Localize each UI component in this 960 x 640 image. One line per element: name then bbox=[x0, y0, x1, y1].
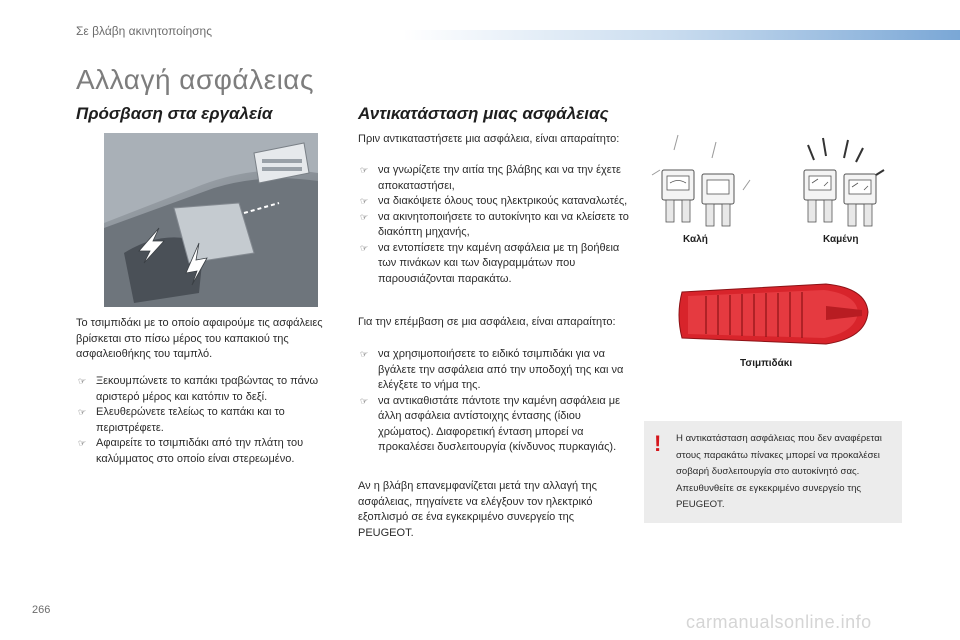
list-item: ☞ να ακινητοποιήσετε το αυτοκίνητο και να κλείσετε το διακόπτη μηχανής, bbox=[360, 210, 629, 238]
bullet-icon: ☞ bbox=[360, 165, 369, 175]
section-label: Σε βλάβη ακινητοποίησης bbox=[76, 24, 213, 38]
list-item: ☞ να εντοπίσετε την καμένη ασφάλεια με τη βοήθεια των πινάκων και των διαγραμμάτων που παρουσιάζονται παρακάτω. bbox=[360, 241, 620, 285]
bullet-icon: ☞ bbox=[360, 349, 369, 359]
dashboard-illustration bbox=[104, 133, 318, 307]
bullet-icon: ☞ bbox=[78, 438, 87, 448]
heading-fuse-replacement: Αντικατάσταση μιας ασφάλειας bbox=[358, 104, 609, 123]
fuse-comparison-illustration bbox=[648, 130, 888, 240]
warning-icon: ! bbox=[654, 431, 662, 456]
intervention-list bbox=[358, 347, 630, 456]
blown-fuse-icon bbox=[804, 138, 884, 226]
tool-access-steps bbox=[76, 374, 338, 467]
heading-tool-access: Πρόσβαση στα εργαλεία bbox=[76, 104, 273, 123]
label-tweezers: Τσιμπιδάκι bbox=[740, 358, 793, 369]
bullet-icon: ☞ bbox=[78, 376, 87, 386]
intervention-intro: Για την επέμβαση σε μια ασφάλεια, είναι απαραίτητο: bbox=[358, 316, 616, 328]
tool-location-text: Το τσιμπιδάκι με το οποίο αφαιρούμε τις ασφάλειες βρίσκεται στο πίσω μέρος του καπακιού της ασφαλειοθήκης του ταμπλό. bbox=[76, 317, 323, 360]
label-blown-fuse: Καμένη bbox=[823, 234, 859, 245]
list-item: ☞ Ξεκουμπώνετε το καπάκι τραβώντας το πάνω αριστερό μέρος και κατόπιν το δεξί. bbox=[78, 375, 319, 403]
bullet-icon: ☞ bbox=[360, 196, 369, 206]
good-fuse-icon bbox=[652, 135, 750, 226]
label-good-fuse: Καλή bbox=[683, 234, 708, 245]
bullet-icon: ☞ bbox=[360, 242, 369, 253]
page-title: Αλλαγή ασφάλειας bbox=[76, 64, 314, 95]
dashboard-fusebox-photo bbox=[104, 133, 318, 307]
list-item: ☞ να χρησιμοποιήσετε το ειδικό τσιμπιδάκι για να βγάλετε την ασφάλεια από την υποδοχή της και να ελέγξετε το νήμα της. bbox=[360, 348, 624, 391]
prerequisites-intro: Πριν αντικαταστήσετε μια ασφάλεια, είναι απαραίτητο: bbox=[358, 133, 620, 145]
list-item: ☞ να αντικαθιστάτε πάντοτε την καμένη ασφάλεια με άλλη ασφάλεια αντίστοιχης έντασης (ίδιου χρώματος). Διαφορετική ένταση μπορεί να προκαλέσει δυσλειτουργία (κίνδυνος πυρκαγιάς). bbox=[360, 394, 621, 453]
page-number: 266 bbox=[32, 604, 51, 616]
bullet-icon: ☞ bbox=[78, 407, 87, 417]
list-item: ☞ Αφαιρείτε το τσιμπιδάκι από την πλάτη του καλύμματος στο οποίο είναι στερεωμένο. bbox=[78, 437, 304, 465]
list-item: ☞ Ελευθερώνετε τελείως το καπάκι και το περιστρέφετε. bbox=[78, 406, 285, 434]
list-item: ☞ να διακόψετε όλους τους ηλεκτρικούς καταναλωτές, bbox=[358, 194, 630, 210]
warning-box bbox=[644, 421, 902, 523]
list-item: ☞ να γνωρίζετε την αιτία της βλάβης και να την έχετε αποκαταστήσει, bbox=[360, 164, 621, 192]
warning-text: Η αντικατάσταση ασφάλειας που δεν αναφέρεται στους παρακάτω πίνακες μπορεί να προκαλέσει σοβαρή δυσλειτουργία στο αυτοκίνητό σας. Απευθυνθείτε σε εγκεκριμένο συνεργείο της PEUGEOT. bbox=[676, 433, 882, 510]
prerequisites-list bbox=[358, 163, 630, 287]
recurrence-text: Αν η βλάβη επανεμφανίζεται μετά την αλλαγή της ασφάλειας, πηγαίνετε να ελέγξουν τον ηλεκτρικό εξοπλισμό σε ένα εγκεκριμένο συνεργείο της PEUGEOT. bbox=[358, 480, 597, 539]
watermark: carmanualsonline.info bbox=[686, 612, 872, 632]
bullet-icon: ☞ bbox=[360, 395, 369, 406]
bullet-icon: ☞ bbox=[360, 211, 369, 222]
tweezers-illustration bbox=[676, 282, 872, 348]
